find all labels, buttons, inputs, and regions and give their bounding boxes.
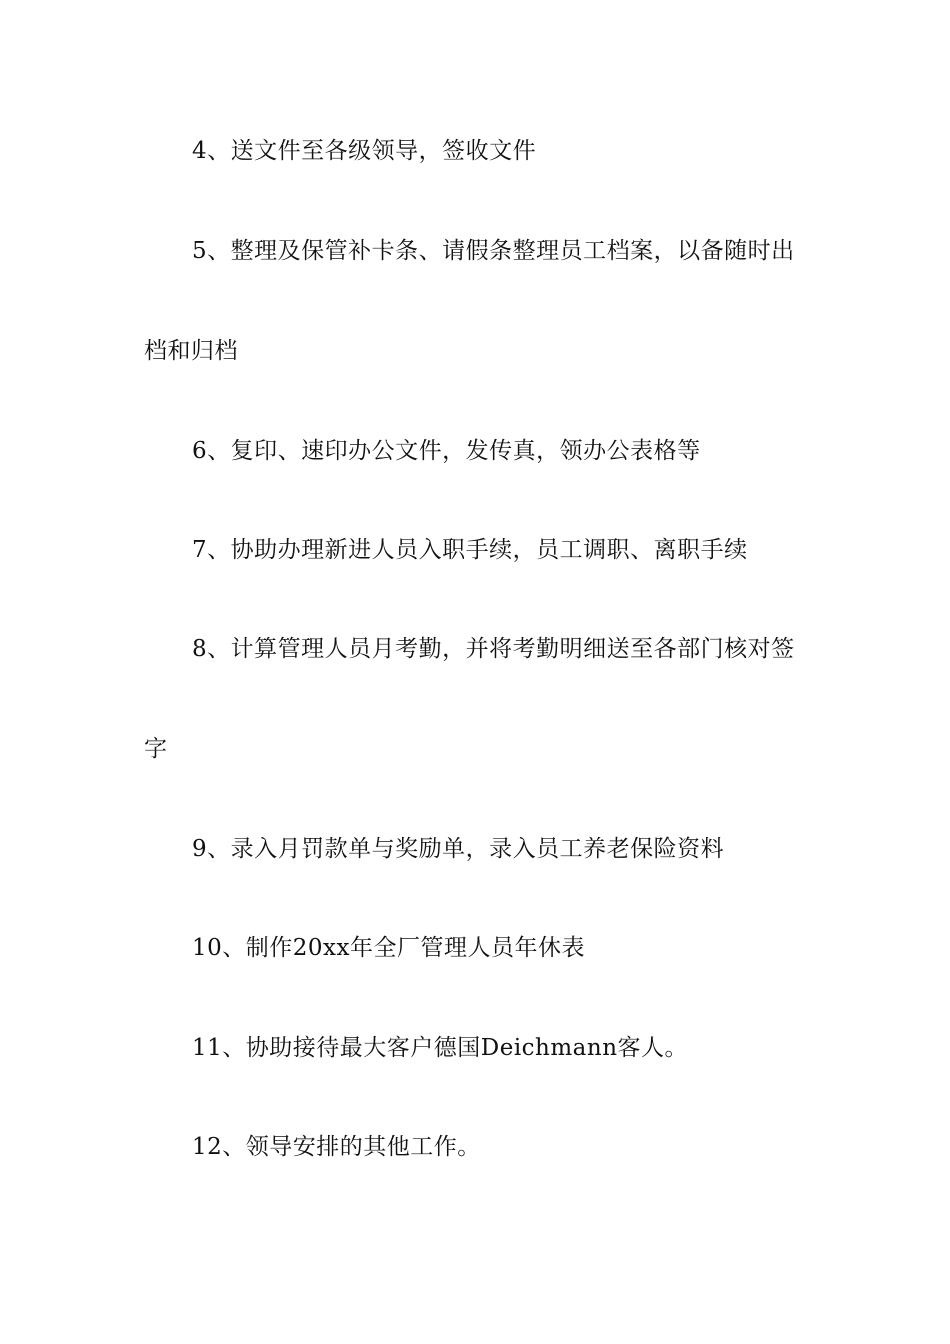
item-4: 4、送文件至各级领导，签收文件 — [192, 138, 537, 164]
item-11: 11、协助接待最大客户德国Deichmann客人。 — [192, 1035, 689, 1061]
item-12: 12、领导安排的其他工作。 — [192, 1134, 481, 1160]
item-5-continuation: 档和归档 — [144, 338, 238, 364]
item-10: 10、制作20xx年全厂管理人员年休表 — [192, 935, 585, 961]
item-6: 6、复印、速印办公文件，发传真，领办公表格等 — [192, 438, 701, 464]
item-7: 7、协助办理新进人员入职手续，员工调职、离职手续 — [192, 537, 748, 563]
item-8: 8、计算管理人员月考勤，并将考勤明细送至各部门核对签 — [192, 636, 795, 662]
item-8-continuation: 字 — [144, 736, 168, 762]
item-5: 5、整理及保管补卡条、请假条整理员工档案，以备随时出 — [192, 238, 795, 264]
item-9: 9、录入月罚款单与奖励单，录入员工养老保险资料 — [192, 836, 725, 862]
